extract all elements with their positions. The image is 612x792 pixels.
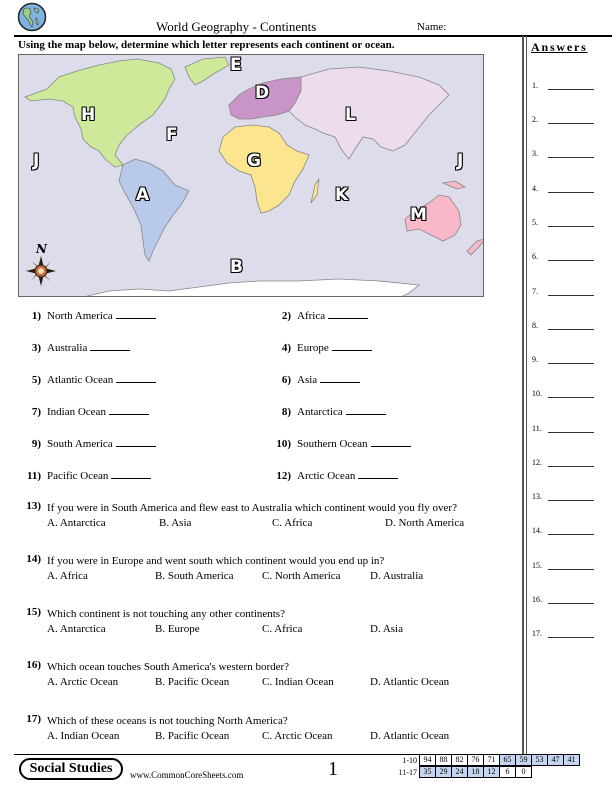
page-number: 1 — [328, 758, 338, 780]
question-16: 16) Which ocean touches South America's western border? A. Arctic Ocean B. Pacific Ocean C. Indian Ocean D. Atlantic Ocean — [47, 661, 517, 690]
answer-slot-16[interactable]: 16. — [532, 595, 612, 604]
answer-slot-6[interactable]: 6. — [532, 252, 612, 261]
map-letter-f: F — [166, 125, 178, 145]
score-cell: 94 — [419, 754, 436, 766]
answer-line[interactable] — [548, 363, 594, 364]
match-item-9: 9) South America — [47, 438, 156, 450]
answer-blank[interactable] — [109, 414, 149, 415]
match-label: Africa — [297, 310, 326, 322]
answer-slot-8[interactable]: 8. — [532, 321, 612, 330]
new-guinea-shape — [443, 181, 465, 189]
match-item-1: 1) North America — [47, 310, 156, 322]
score-cell: 82 — [451, 754, 468, 766]
score-cell: 35 — [419, 766, 436, 778]
map-letter-a: A — [136, 185, 150, 205]
match-item-3: 3) Australia — [47, 342, 130, 354]
answer-line[interactable] — [548, 466, 594, 467]
score-table — [392, 755, 580, 779]
option-d[interactable]: D. Asia — [370, 623, 403, 635]
score-cell: 59 — [515, 754, 532, 766]
answer-line[interactable] — [548, 295, 594, 296]
option-d[interactable]: D. Atlantic Ocean — [370, 730, 450, 742]
option-a[interactable]: A. Arctic Ocean — [47, 676, 119, 688]
answer-slot-7[interactable]: 7. — [532, 287, 612, 296]
answer-blank[interactable] — [332, 350, 372, 351]
south-america-shape — [119, 159, 189, 261]
answer-line[interactable] — [548, 397, 594, 398]
answer-line[interactable] — [548, 603, 594, 604]
new-zealand-shape — [467, 239, 484, 255]
answer-blank[interactable] — [116, 382, 156, 383]
match-item-12: 12) Arctic Ocean — [297, 470, 398, 482]
answer-slot-10[interactable]: 10. — [532, 389, 612, 398]
match-label: Pacific Ocean — [47, 470, 109, 482]
match-label: Indian Ocean — [47, 406, 106, 418]
answer-column-divider-inner — [526, 36, 527, 754]
question-text: Which of these oceans is not touching North America? — [47, 715, 288, 727]
match-item-8: 8) Antarctica — [297, 406, 386, 418]
answer-line[interactable] — [548, 89, 594, 90]
question-text: If you were in Europe and went south which continent would you end up in? — [47, 555, 385, 567]
name-label: Name: — [417, 21, 447, 33]
match-label: Atlantic Ocean — [47, 374, 114, 386]
answers-heading: Answers — [531, 40, 588, 54]
match-label: Europe — [297, 342, 329, 354]
answer-slot-11[interactable]: 11. — [532, 424, 612, 433]
compass-north-label: N — [36, 242, 47, 256]
score-cell: 41 — [563, 754, 580, 766]
option-b[interactable]: B. Pacific Ocean — [155, 676, 230, 688]
answer-line[interactable] — [548, 500, 594, 501]
answer-slot-9[interactable]: 9. — [532, 355, 612, 364]
answer-line[interactable] — [548, 569, 594, 570]
option-b[interactable]: B. Europe — [155, 623, 200, 635]
greenland-shape — [185, 57, 229, 85]
option-c[interactable]: C. Indian Ocean — [262, 676, 334, 688]
match-label: Southern Ocean — [297, 438, 368, 450]
score-cell: 6 — [499, 766, 516, 778]
map-letter-l: L — [345, 105, 356, 125]
option-a[interactable]: A. Africa — [47, 570, 88, 582]
option-c[interactable]: C. Africa — [262, 623, 303, 635]
option-d[interactable]: D. North America — [385, 517, 465, 529]
answer-line[interactable] — [548, 192, 594, 193]
option-d[interactable]: D. Australia — [370, 570, 424, 582]
map-letter-e: E — [230, 55, 242, 75]
answer-line[interactable] — [548, 260, 594, 261]
question-17: 17) Which of these oceans is not touching North America? A. Indian Ocean B. Pacific Ocean C. Arctic Ocean D. Atlantic Ocean — [47, 715, 517, 744]
score-cell: 65 — [499, 754, 516, 766]
world-map — [18, 54, 484, 297]
option-d[interactable]: D. Atlantic Ocean — [370, 676, 450, 688]
answer-slot-3[interactable]: 3. — [532, 149, 612, 158]
match-item-2: 2) Africa — [297, 310, 368, 322]
score-row-11-17: 11-17 35 29 24 18 12 6 0 — [392, 767, 580, 779]
score-cell: 47 — [547, 754, 564, 766]
score-cell: 24 — [451, 766, 468, 778]
answer-blank[interactable] — [358, 478, 398, 479]
page-title: World Geography - Continents — [156, 19, 317, 34]
match-item-7: 7) Indian Ocean — [47, 406, 149, 418]
answer-column-divider — [522, 36, 524, 754]
africa-shape — [219, 125, 309, 213]
match-item-10: 10) Southern Ocean — [297, 438, 411, 450]
answer-line[interactable] — [548, 432, 594, 433]
match-label: South America — [47, 438, 113, 450]
map-shapes — [19, 55, 484, 297]
match-label: Australia — [47, 342, 88, 354]
map-letter-b: B — [230, 257, 243, 277]
option-c[interactable]: C. North America — [262, 570, 341, 582]
option-a[interactable]: A. Antarctica — [47, 517, 106, 529]
answer-blank[interactable] — [90, 350, 130, 351]
option-b[interactable]: B. Asia — [159, 517, 192, 529]
map-letter-g: G — [247, 151, 261, 171]
score-cell: 12 — [483, 766, 500, 778]
score-cell: 88 — [435, 754, 452, 766]
answer-slot-5[interactable]: 5. — [532, 218, 612, 227]
question-13: 13) If you were in South America and flew east to Australia which continent would you fly over? A. Antarctica B. Asia C. Africa D. North America — [47, 502, 517, 531]
answer-blank[interactable] — [111, 478, 151, 479]
question-text: Which continent is not touching any other continents? — [47, 608, 285, 620]
answer-line[interactable] — [548, 226, 594, 227]
option-b[interactable]: B. Pacific Ocean — [155, 730, 230, 742]
option-c[interactable]: C. Africa — [272, 517, 313, 529]
map-letter-j-east: J — [457, 151, 464, 171]
answer-line[interactable] — [548, 123, 594, 124]
asia-shape — [289, 67, 449, 159]
site-url: www.CommonCoreSheets.com — [130, 770, 244, 780]
match-label: Asia — [297, 374, 318, 386]
answer-slot-17[interactable]: 17. — [532, 629, 612, 638]
option-b[interactable]: B. South America — [155, 570, 234, 582]
map-letter-h: H — [81, 105, 96, 125]
score-cell: 76 — [467, 754, 484, 766]
match-label: Antarctica — [297, 406, 343, 418]
answer-slot-12[interactable]: 12. — [532, 458, 612, 467]
question-text: Which ocean touches South America's western border? — [47, 661, 290, 673]
north-america-shape — [25, 59, 175, 167]
question-15: 15) Which continent is not touching any other continents? A. Antarctica B. Europe C. Africa D. Asia — [47, 608, 517, 637]
answer-blank[interactable] — [371, 446, 411, 447]
subject-badge: Social Studies — [19, 758, 123, 780]
antarctica-shape — [79, 279, 419, 297]
match-label: North America — [47, 310, 113, 322]
map-letter-j-west: J — [33, 151, 40, 171]
map-letter-m: M — [410, 205, 427, 225]
question-14: 14) If you were in Europe and went south which continent would you end up in? A. Africa B. South America C. North America D. Australia — [47, 555, 517, 584]
globe-icon — [17, 2, 47, 32]
map-letter-d: D — [255, 83, 270, 103]
madagascar-shape — [311, 179, 319, 203]
match-item-11: 11) Pacific Ocean — [47, 470, 151, 482]
score-cell: 18 — [467, 766, 484, 778]
compass-rose-icon — [23, 241, 59, 289]
match-item-6: 6) Asia — [297, 374, 360, 386]
answer-slot-1[interactable]: 1. — [532, 81, 612, 90]
question-text: If you were in South America and flew east to Australia which continent would you fly over? — [47, 502, 457, 514]
answer-slot-2[interactable]: 2. — [532, 115, 612, 124]
score-cell: 29 — [435, 766, 452, 778]
answer-blank[interactable] — [116, 446, 156, 447]
answer-blank[interactable] — [328, 318, 368, 319]
score-cell: 71 — [483, 754, 500, 766]
match-label: Arctic Ocean — [297, 470, 356, 482]
score-row-1-10: 1-10 94 88 82 76 71 65 59 53 47 41 — [392, 755, 580, 767]
answer-blank[interactable] — [320, 382, 360, 383]
answer-slot-15[interactable]: 15. — [532, 561, 612, 570]
instructions: Using the map below, determine which letter represents each continent or ocean. — [18, 39, 395, 51]
answer-blank[interactable] — [116, 318, 156, 319]
match-item-5: 5) Atlantic Ocean — [47, 374, 156, 386]
option-c[interactable]: C. Arctic Ocean — [262, 730, 333, 742]
answer-line[interactable] — [548, 637, 594, 638]
score-cell: 53 — [531, 754, 548, 766]
answer-blank[interactable] — [346, 414, 386, 415]
option-a[interactable]: A. Indian Ocean — [47, 730, 120, 742]
answer-slot-13[interactable]: 13. — [532, 492, 612, 501]
match-item-4: 4) Europe — [297, 342, 372, 354]
option-a[interactable]: A. Antarctica — [47, 623, 106, 635]
answer-line[interactable] — [548, 157, 594, 158]
map-letter-k: K — [335, 185, 349, 205]
answer-line[interactable] — [548, 329, 594, 330]
answer-slot-4[interactable]: 4. — [532, 184, 612, 193]
score-cell: 0 — [515, 766, 532, 778]
answer-slot-14[interactable]: 14. — [532, 526, 612, 535]
answer-line[interactable] — [548, 534, 594, 535]
